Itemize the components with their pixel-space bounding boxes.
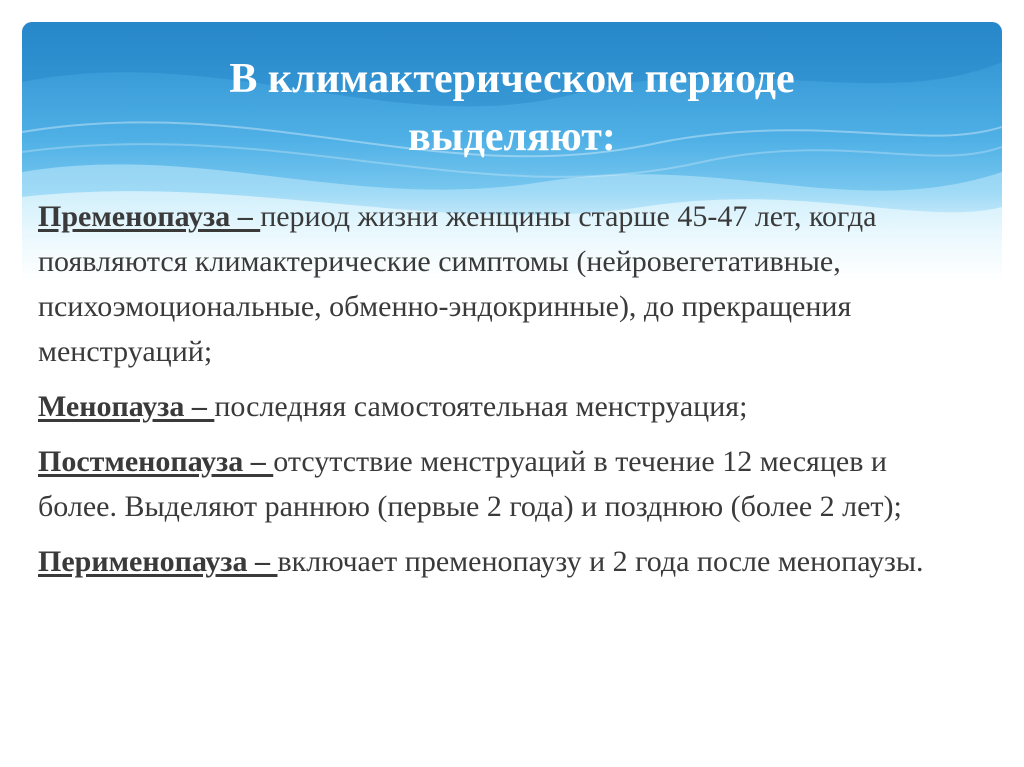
definition-postmenopause: отсутствие менструаций в течение 12 месяцев и более. Выделяют раннюю (первые 2 года) и позднюю (более 2 лет);: [38, 445, 902, 523]
definition-menopause: последняя самостоятельная менструация;: [214, 390, 748, 423]
definition-perimenopause: включает пременопаузу и 2 года после менопаузы.: [277, 545, 924, 578]
term-postmenopause: Постменопауза –: [38, 445, 274, 478]
term-menopause: Менопауза –: [38, 390, 215, 423]
slide-title-line1: В климактерическом периоде: [229, 56, 795, 102]
paragraph-postmenopause: [38, 439, 968, 529]
slide-title-line2: выделяют:: [408, 114, 616, 160]
paragraph-premenopause: [38, 194, 968, 374]
definition-premenopause: период жизни женщины старше 45-47 лет, когда появляются климактерические симптомы (нейровегетативные, психоэмоциональные, обменно-эндокринные), до прекращения менструаций;: [38, 200, 877, 368]
slide-body: [38, 194, 968, 594]
paragraph-perimenopause: [38, 539, 968, 584]
term-premenopause: Пременопауза –: [38, 200, 261, 233]
term-perimenopause: Перименопауза –: [38, 545, 278, 578]
paragraph-menopause: [38, 384, 968, 429]
slide-title: [22, 50, 1002, 166]
